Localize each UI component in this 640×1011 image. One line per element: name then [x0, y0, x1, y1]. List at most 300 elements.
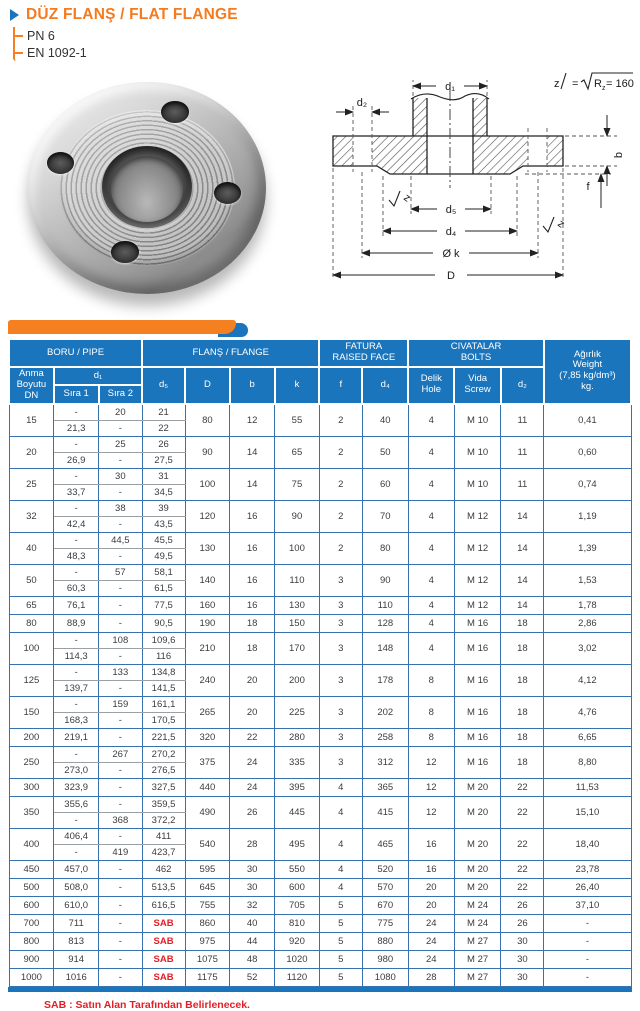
cell: -: [54, 812, 99, 828]
cell: M 12: [454, 596, 501, 614]
spec-table: [8, 338, 632, 987]
cell: 30: [99, 468, 143, 484]
table-body: [9, 404, 631, 987]
cell: 26: [230, 796, 275, 828]
cell: 11: [501, 404, 544, 437]
cell: 14: [501, 532, 544, 564]
cell: 65: [9, 596, 54, 614]
cell: 711: [54, 914, 99, 932]
cell: 22: [230, 728, 275, 746]
cell: 50: [9, 564, 54, 596]
header-b: b: [230, 367, 275, 404]
table-row: [9, 746, 631, 762]
cell: 100: [9, 632, 54, 664]
cell: M 20: [454, 778, 501, 796]
cell: 411: [142, 828, 185, 844]
cell: 109,6: [142, 632, 185, 648]
header-hole: [408, 367, 454, 404]
cell: 513,5: [142, 878, 185, 896]
cell: 20: [230, 696, 275, 728]
table-row: [9, 728, 631, 746]
cell: 108: [99, 632, 143, 648]
cell: 14: [230, 468, 275, 500]
bullet-arrow-icon: [10, 9, 19, 21]
cell: 60,3: [54, 580, 99, 596]
cell: 125: [9, 664, 54, 696]
cell: -: [54, 532, 99, 548]
cell: 5: [319, 914, 362, 932]
flange-bore: [102, 146, 192, 229]
cell: 38: [99, 500, 143, 516]
cell: 114,3: [54, 648, 99, 664]
cell: 40: [9, 532, 54, 564]
cell: 168,3: [54, 712, 99, 728]
cell: 20: [408, 896, 454, 914]
cell: 22: [501, 796, 544, 828]
cell: 200: [9, 728, 54, 746]
header-dn: [9, 367, 54, 404]
header-line: RAISED FACE: [332, 352, 396, 363]
cell: 8: [408, 728, 454, 746]
cell: -: [99, 596, 143, 614]
cell: 48: [230, 950, 275, 968]
cell: 26: [501, 896, 544, 914]
table-head: [9, 339, 631, 404]
table-row: [9, 778, 631, 796]
cell: -: [544, 950, 631, 968]
cell: 610,0: [54, 896, 99, 914]
dim-label-f: f: [586, 181, 590, 193]
cell: 350: [9, 796, 54, 828]
cell: 18: [230, 614, 275, 632]
cell: M 16: [454, 664, 501, 696]
cell: 4,76: [544, 696, 631, 728]
cell: 11: [501, 468, 544, 500]
cell: 423,7: [142, 844, 185, 860]
cell: 18,40: [544, 828, 631, 860]
cell: -: [99, 516, 143, 532]
cell: 32: [230, 896, 275, 914]
cell: 1175: [185, 968, 230, 986]
cell: 258: [362, 728, 408, 746]
cell: 16: [408, 860, 454, 878]
cell: 3: [319, 614, 362, 632]
cell: -: [99, 796, 143, 812]
cell: 375: [185, 746, 230, 778]
cell: -: [99, 896, 143, 914]
cell: 100: [185, 468, 230, 500]
cell: 273,0: [54, 762, 99, 778]
cell: 18: [501, 746, 544, 778]
cell: 880: [362, 932, 408, 950]
z-surface-marks: [389, 191, 567, 232]
cell: 4: [319, 878, 362, 896]
cell: 22: [501, 860, 544, 878]
cell: -: [99, 680, 143, 696]
cell: 4: [319, 860, 362, 878]
cell: -: [99, 728, 143, 746]
cell: 3: [319, 632, 362, 664]
cell: 700: [9, 914, 54, 932]
cell: -: [544, 968, 631, 986]
header-group-bolts: [408, 339, 544, 367]
cell: 30: [230, 878, 275, 896]
cell: 133: [99, 664, 143, 680]
cell: 6,65: [544, 728, 631, 746]
header-line: CIVATALAR: [450, 341, 502, 353]
cell: 335: [275, 746, 320, 778]
cell: 4: [408, 532, 454, 564]
z-mark-label: z: [401, 191, 413, 205]
header-sira2: Sıra 2: [99, 385, 143, 403]
cell: 31: [142, 468, 185, 484]
technical-drawing: [295, 68, 640, 314]
cell: 755: [185, 896, 230, 914]
table-row: [9, 860, 631, 878]
cell: 25: [99, 436, 143, 452]
cell: 0,74: [544, 468, 631, 500]
cell: 34,5: [142, 484, 185, 500]
cell: 300: [9, 778, 54, 796]
cell: 400: [9, 828, 54, 860]
cell: -: [99, 968, 143, 986]
header-group-flange: FLANŞ / FLANGE: [142, 339, 319, 367]
cell: 14: [230, 436, 275, 468]
cell: M 24: [454, 914, 501, 932]
cell: 4: [319, 796, 362, 828]
cell: -: [54, 436, 99, 452]
cell: -: [99, 580, 143, 596]
cell: 26: [142, 436, 185, 452]
dim-label-d4: d₄: [445, 226, 457, 238]
cell: 3: [319, 596, 362, 614]
cell: 1020: [275, 950, 320, 968]
cell: 1080: [362, 968, 408, 986]
cell: -: [544, 932, 631, 950]
cell: 16: [230, 596, 275, 614]
flange-outline: [333, 94, 563, 174]
cell: 130: [185, 532, 230, 564]
cell: 270,2: [142, 746, 185, 762]
cell: 20: [99, 404, 143, 421]
cell: 43,5: [142, 516, 185, 532]
cell: 2: [319, 404, 362, 437]
cell: 8: [408, 664, 454, 696]
header-line: FATURA: [345, 341, 383, 353]
cell: 800: [9, 932, 54, 950]
cell: 3: [319, 746, 362, 778]
header-D: D: [185, 367, 230, 404]
cell: 110: [362, 596, 408, 614]
cell: 70: [362, 500, 408, 532]
roughness-value: = 160: [606, 78, 634, 90]
cell: 280: [275, 728, 320, 746]
cell: 372,2: [142, 812, 185, 828]
cell: -: [54, 500, 99, 516]
cell: 14: [501, 500, 544, 532]
page-title: DÜZ FLANŞ / FLAT FLANGE: [26, 6, 238, 23]
roughness-note: [554, 73, 634, 92]
cell: 80: [9, 614, 54, 632]
roughness-z: z: [554, 78, 560, 90]
cell: 90: [185, 436, 230, 468]
header-d5: d₅: [142, 367, 185, 404]
cell: 3: [319, 696, 362, 728]
cell: 100: [275, 532, 320, 564]
cell: 12: [408, 746, 454, 778]
cell: 140: [185, 564, 230, 596]
cell: 775: [362, 914, 408, 932]
cell: 22: [501, 778, 544, 796]
dim-label-d2: d₂: [356, 97, 368, 109]
header-line: Delik: [420, 373, 442, 385]
cell: 600: [9, 896, 54, 914]
cell: 18: [501, 632, 544, 664]
cell: -: [99, 932, 143, 950]
cell: 2,86: [544, 614, 631, 632]
cell: 16: [408, 828, 454, 860]
cell: 20: [230, 664, 275, 696]
cell: 221,5: [142, 728, 185, 746]
cell: 440: [185, 778, 230, 796]
cell: 2: [319, 468, 362, 500]
cell: M 12: [454, 500, 501, 532]
cell: 40: [362, 404, 408, 437]
cell: 520: [362, 860, 408, 878]
cell: 3,02: [544, 632, 631, 664]
bolt-hole: [161, 101, 188, 123]
cell: -: [99, 548, 143, 564]
cell: 45,5: [142, 532, 185, 548]
cell: 65: [275, 436, 320, 468]
cell: 2: [319, 532, 362, 564]
cell: -: [99, 712, 143, 728]
cell: 365: [362, 778, 408, 796]
cell: 49,5: [142, 548, 185, 564]
cell: -: [54, 664, 99, 680]
cell: 40: [230, 914, 275, 932]
cell: 20: [408, 878, 454, 896]
header-screw: [454, 367, 501, 404]
cell: SAB: [142, 914, 185, 932]
cell: SAB: [142, 950, 185, 968]
cell: M 10: [454, 404, 501, 437]
cell: 14: [501, 564, 544, 596]
check-icon: [389, 191, 400, 206]
cell: 110: [275, 564, 320, 596]
cell: M 20: [454, 860, 501, 878]
table-row: [9, 968, 631, 986]
cell: 4: [319, 828, 362, 860]
cell: M 20: [454, 878, 501, 896]
cell: 4: [408, 614, 454, 632]
sab-footnote: SAB : Satın Alan Tarafından Belirlenecek.: [44, 998, 250, 1011]
cell: 26: [501, 914, 544, 932]
standards-list: [13, 27, 238, 61]
cell: 500: [9, 878, 54, 896]
cell: 202: [362, 696, 408, 728]
cell: 18: [230, 632, 275, 664]
roughness-R-sub: z: [602, 85, 606, 92]
cell: 33,7: [54, 484, 99, 500]
cell: 22: [501, 878, 544, 896]
header-d1: d₁: [54, 367, 142, 385]
cell: M 24: [454, 896, 501, 914]
cell: 860: [185, 914, 230, 932]
cell: 44: [230, 932, 275, 950]
header-line: Anma: [18, 368, 44, 379]
cell: 48,3: [54, 548, 99, 564]
cell: -: [99, 762, 143, 778]
cell: 540: [185, 828, 230, 860]
cell: 395: [275, 778, 320, 796]
cell: -: [99, 484, 143, 500]
cell: 900: [9, 950, 54, 968]
cell: 980: [362, 950, 408, 968]
check-icon: [543, 217, 554, 232]
cell: 21,3: [54, 420, 99, 436]
cell: 645: [185, 878, 230, 896]
cell: 462: [142, 860, 185, 878]
header-line: Hole: [421, 384, 442, 396]
table-row: [9, 950, 631, 968]
header-line: Weight: [572, 359, 603, 371]
cell: 80: [362, 532, 408, 564]
cell: 1000: [9, 968, 54, 986]
cell: 14: [501, 596, 544, 614]
table-row: [9, 436, 631, 452]
cell: 52: [230, 968, 275, 986]
cell: 0,41: [544, 404, 631, 437]
cell: 415: [362, 796, 408, 828]
cell: 705: [275, 896, 320, 914]
cell: 12: [408, 796, 454, 828]
table-bottom-bar: [8, 987, 632, 992]
cell: -: [99, 860, 143, 878]
cell: -: [99, 828, 143, 844]
header-d4: d₄: [362, 367, 408, 404]
cell: 21: [142, 404, 185, 421]
header-line: Vida: [468, 373, 488, 385]
header-line: kg.: [581, 381, 594, 393]
cell: 50: [362, 436, 408, 468]
cell: M 10: [454, 436, 501, 468]
header-weight: [544, 339, 631, 404]
table-row: [9, 500, 631, 516]
cell: 1,78: [544, 596, 631, 614]
accent-bar-orange: [8, 320, 236, 334]
cell: 219,1: [54, 728, 99, 746]
header-sira1: Sıra 1: [54, 385, 99, 403]
header-line: Screw: [464, 384, 491, 396]
cell: M 16: [454, 696, 501, 728]
cell: M 20: [454, 828, 501, 860]
cell: 2: [319, 500, 362, 532]
cell: 920: [275, 932, 320, 950]
cell: 18: [501, 728, 544, 746]
cell: 5: [319, 896, 362, 914]
cell: M 16: [454, 728, 501, 746]
cell: 61,5: [142, 580, 185, 596]
cell: 3: [319, 664, 362, 696]
cell: 120: [185, 500, 230, 532]
cell: -: [99, 778, 143, 796]
cell: 210: [185, 632, 230, 664]
cell: 11: [501, 436, 544, 468]
cell: 4: [408, 436, 454, 468]
cell: 90,5: [142, 614, 185, 632]
cell: 465: [362, 828, 408, 860]
cell: -: [54, 632, 99, 648]
cell: -: [54, 696, 99, 712]
cell: 1120: [275, 968, 320, 986]
cell: 0,60: [544, 436, 631, 468]
cell: 813: [54, 932, 99, 950]
cell: 128: [362, 614, 408, 632]
cell: 24: [408, 950, 454, 968]
cell: 3: [319, 728, 362, 746]
cell: -: [99, 914, 143, 932]
cell: 27,5: [142, 452, 185, 468]
cell: 190: [185, 614, 230, 632]
cell: 265: [185, 696, 230, 728]
cell: 39: [142, 500, 185, 516]
table-row: [9, 914, 631, 932]
cell: 130: [275, 596, 320, 614]
cell: 44,5: [99, 532, 143, 548]
accent-bar: [8, 320, 632, 337]
cell: M 10: [454, 468, 501, 500]
cell: 550: [275, 860, 320, 878]
cell: -: [99, 420, 143, 436]
cell: 450: [9, 860, 54, 878]
table-row: [9, 796, 631, 812]
cell: 116: [142, 648, 185, 664]
cell: 5: [319, 968, 362, 986]
cell: 914: [54, 950, 99, 968]
cell: M 12: [454, 564, 501, 596]
page-header: [10, 6, 238, 61]
cell: 4: [408, 468, 454, 500]
cell: 445: [275, 796, 320, 828]
standard-number: EN 1092-1: [15, 44, 238, 61]
cell: SAB: [142, 932, 185, 950]
cell: 16: [230, 500, 275, 532]
header-line: Boyutu: [16, 378, 47, 390]
cell: M 12: [454, 532, 501, 564]
header-group-pipe: BORU / PIPE: [9, 339, 142, 367]
cell: -: [99, 452, 143, 468]
bolt-hole: [111, 241, 138, 263]
cell: 18: [501, 614, 544, 632]
cell: -: [544, 914, 631, 932]
cell: 58,1: [142, 564, 185, 580]
cell: 134,8: [142, 664, 185, 680]
cell: 26,9: [54, 452, 99, 468]
cell: 32: [9, 500, 54, 532]
cell: 159: [99, 696, 143, 712]
cell: 76,1: [54, 596, 99, 614]
cell: 1075: [185, 950, 230, 968]
cell: M 20: [454, 796, 501, 828]
dim-label-b: b: [613, 151, 625, 159]
cell: 15,10: [544, 796, 631, 828]
pressure-rating: PN 6: [15, 27, 238, 44]
cell: 495: [275, 828, 320, 860]
cell: 30: [501, 950, 544, 968]
cell: 37,10: [544, 896, 631, 914]
cell: 4: [408, 500, 454, 532]
